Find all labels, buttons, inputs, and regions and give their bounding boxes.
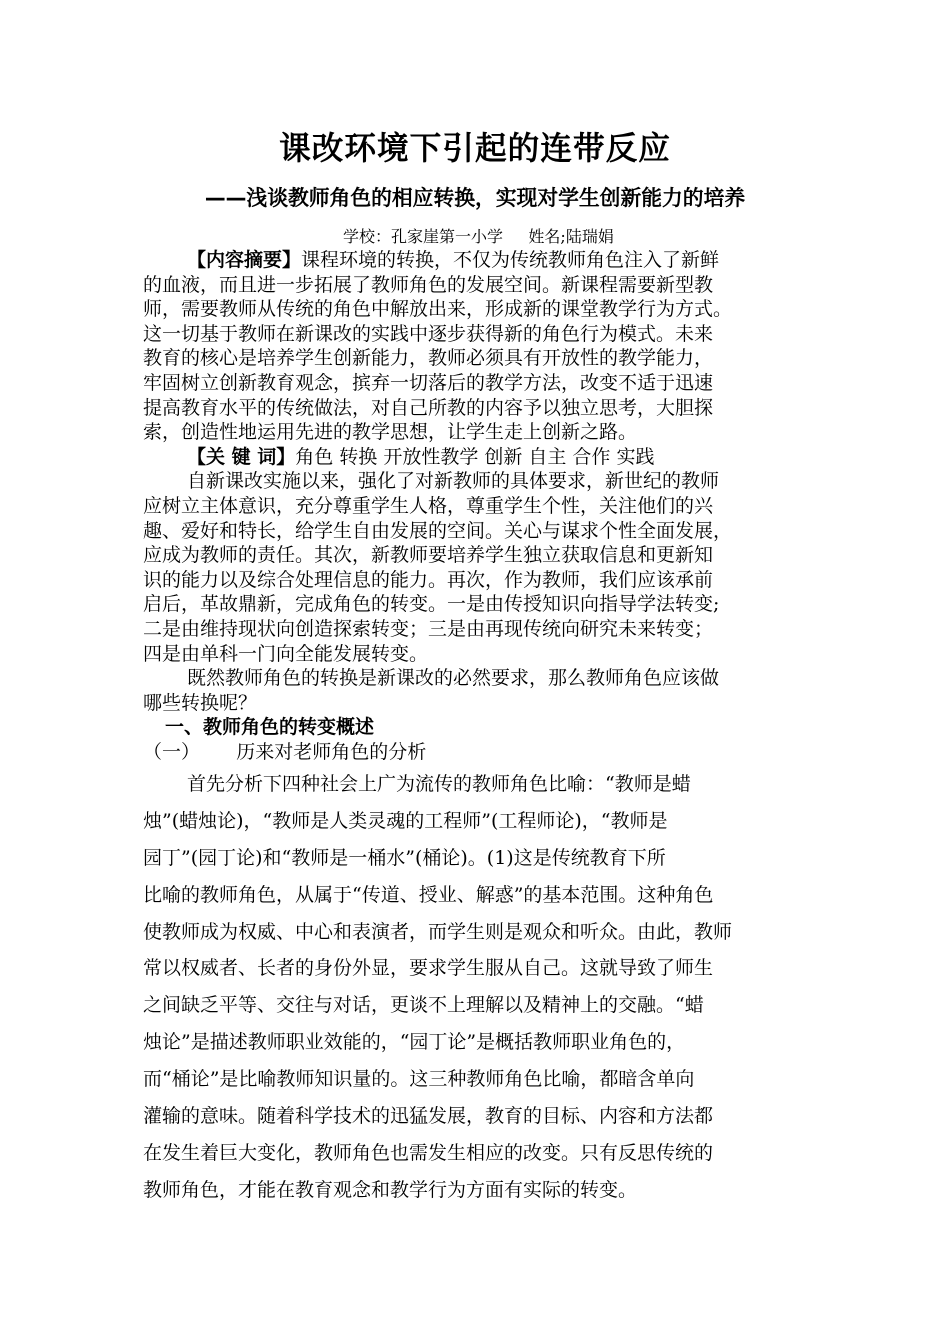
abstract-line: 师，需要教师从传统的角色中解放出来，形成新的课堂教学行为方式。 — [143, 298, 733, 321]
question-line: 既然教师角色的转换是新课改的必然要求，那么教师角色应该做 — [187, 667, 720, 690]
analysis-line: 而“桶论”是比喻教师知识量的。这三种教师角色比喻，都暗含单向 — [143, 1068, 695, 1091]
analysis-line: 灌输的意味。随着科学技术的迅猛发展，教育的目标、内容和方法都 — [143, 1105, 714, 1128]
abstract-line: 教育的核心是培养学生创新能力，教师必须具有开放性的教学能力， — [143, 347, 714, 370]
keywords-line — [143, 445, 815, 470]
analysis-line: 首先分析下四种社会上广为流传的教师角色比喻：“教师是蜡 — [187, 773, 691, 795]
analysis-line: 之间缺乏平等、交往与对话，更谈不上理解以及精神上的交融。“蜡 — [143, 994, 704, 1017]
document-title: 课改环境下引起的连带反应 — [279, 129, 671, 167]
analysis-line: 比喻的教师角色，从属于“传道、授业、解惑”的基本范围。这种角色 — [143, 883, 714, 906]
intro-line: 识的能力以及综合处理信息的能力。再次，作为教师，我们应该承前 — [143, 568, 714, 591]
analysis-line: 教师角色，才能在教育观念和教学行为方面有实际的转变。 — [143, 1178, 638, 1201]
intro-line: 二是由维持现状向创造探索转变；三是由再现传统向研究未来转变； — [143, 617, 714, 640]
abstract-section — [143, 248, 815, 764]
subsection-heading: （一） 历来对老师角色的分析 — [143, 740, 427, 763]
section-heading: 一、教师角色的转变概述 — [165, 716, 375, 739]
abstract-line: 的血液，而且进一步拓展了教师角色的发展空间。新课程需要新型教 — [143, 273, 714, 296]
intro-line: 应成为教师的责任。其次，新教师要培养学生独立获取信息和更新知 — [143, 544, 714, 567]
analysis-line: 烛”(蜡烛论)，“教师是人类灵魂的工程师”(工程师论)，“教师是 — [143, 809, 668, 832]
abstract-line: 课程环境的转换，不仅为传统教师角色注入了新鲜 — [301, 249, 720, 271]
intro-line: 自新课改实施以来，强化了对新教师的具体要求，新世纪的教师 — [187, 470, 720, 493]
question-line: 哪些转换呢？ — [143, 691, 258, 714]
abstract-line: 索，创造性地运用先进的教学思想，让学生走上创新之路。 — [143, 421, 638, 444]
keywords-label: 【关 键 词】 — [187, 445, 296, 468]
analysis-line: 园丁”(园丁论)和“教师是一桶水”(桶论)。(1)这是传统教育下所 — [143, 846, 666, 869]
keywords-text: 角色 转换 开放性教学 创新 自主 合作 实践 — [295, 445, 655, 468]
document-subtitle: ——浅谈教师角色的相应转换，实现对学生创新能力的培养 — [204, 186, 746, 210]
analysis-line: 使教师成为权威、中心和表演者，而学生则是观众和听众。由此，教师 — [143, 920, 733, 943]
abstract-label: 【内容摘要】 — [187, 249, 302, 271]
abstract-line: 这一切基于教师在新课改的实践中逐步获得新的角色行为模式。未来 — [143, 322, 714, 345]
abstract-line: 提高教育水平的传统做法，对自己所教的内容予以独立思考，大胆探 — [143, 396, 714, 419]
abstract-first-line — [143, 248, 815, 273]
intro-line: 启后，革故鼎新，完成角色的转变。一是由传授知识向指导学法转变; — [143, 593, 720, 616]
intro-line: 应树立主体意识，充分尊重学生人格，尊重学生个性，关注他们的兴 — [143, 494, 714, 517]
intro-line: 趣、爱好和特长，给学生自由发展的空间。关心与谋求个性全面发展， — [143, 519, 733, 542]
abstract-line: 牢固树立创新教育观念，摈弃一切落后的教学方法，改变不适于迅速 — [143, 371, 714, 394]
analysis-line: 常以权威者、长者的身份外显，要求学生服从自己。这就导致了师生 — [143, 957, 714, 980]
author-line: 学校：孔家崖第一小学 姓名;陆瑞娟 — [343, 227, 614, 246]
analysis-paragraph — [143, 766, 815, 1209]
intro-line: 四是由单科一门向全能发展转变。 — [143, 642, 429, 665]
analysis-line: 烛论”是描述教师职业效能的，“园丁论”是概括教师职业角色的， — [143, 1031, 686, 1054]
analysis-line: 在发生着巨大变化，教师角色也需发生相应的改变。只有反思传统的 — [143, 1141, 714, 1164]
